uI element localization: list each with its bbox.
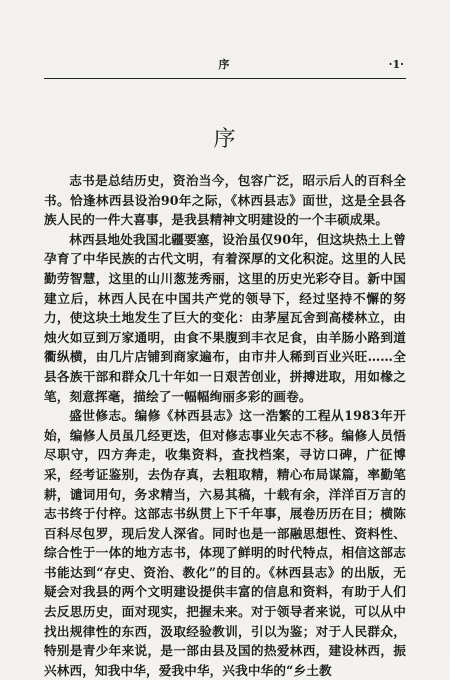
body-text bbox=[44, 171, 406, 680]
paragraph-history: 林西县地处我国北疆要塞，设治虽仅90年，但这块热土上曾孕育了中华民族的古代文明，有着深厚的文化积淀。这里的人民勤劳智慧，这里的山川葱茏秀丽，这里的历史光彩夺目。新中国建立后，林西人民在中国共产党的领导下，经过坚持不懈的努力，使这块土地发生了巨大的变化：由茅屋瓦舍到高楼林立，由烛火如豆到万家通明，由食不果腹到丰衣足食，由羊肠小路到道衢纵横，由几片店铺到商家遍布，由市井人稀到百业兴旺……全县各族干部和群众几十年如一日艰苦创业，拼搏进取，用如椽之笔，刻意挥毫，描绘了一幅幅绚丽多彩的画卷。 bbox=[44, 231, 406, 404]
page-number: ·1· bbox=[388, 58, 404, 71]
paragraph-intro: 志书是总结历史，资治当今，包容广泛，昭示后人的百科全书。恰逢林西县设治90年之际，《林西县志》面世，这是全县各族人民的一件大喜事，是我县精神文明建设的一个丰硕成果。 bbox=[44, 173, 406, 228]
running-head bbox=[44, 57, 404, 73]
chapter-title: 序 bbox=[213, 127, 237, 152]
paragraph-compilation: 盛世修志。编修《林西县志》这一浩繁的工程从1983年开始，编修人员虽几经更迭，但对修志事业矢志不移。编修人员悟尽职守，四方奔走，收集资料，查找档案，寻访口碑，广征博采，经考证鉴别，去伪存真，去粗取精，精心布局谋篇，率勤笔耕，谴词用句，务求精当，六易其稿，十载有余，洋洋百万言的志书终于付梓。这部志书纵贯上下千年事，展卷历历在目；横陈百科尽包罗，现后发人深省。同时也是一部融思想性、资料性、综合性于一体的地方志书，体现了鲜明的时代特点，相信这部志书能达到“存史、资治、教化”的目的。《林西县志》的出版，无疑会对我县的两个文明建设提供丰富的信息和资料，有助于人们去反思历史，面对现实，把握未来。对于领导者来说，可以从中找出规律性的东西，汲取经验教训，引以为鉴；对于人民群众，特别是青少年来说，是一部由县及国的热爱林西，建设林西，振兴林西，知我中华，爱我中华，兴我中华的“乡土教 bbox=[44, 408, 406, 678]
header-rule bbox=[44, 78, 406, 79]
running-head-title: 序 bbox=[218, 58, 230, 71]
